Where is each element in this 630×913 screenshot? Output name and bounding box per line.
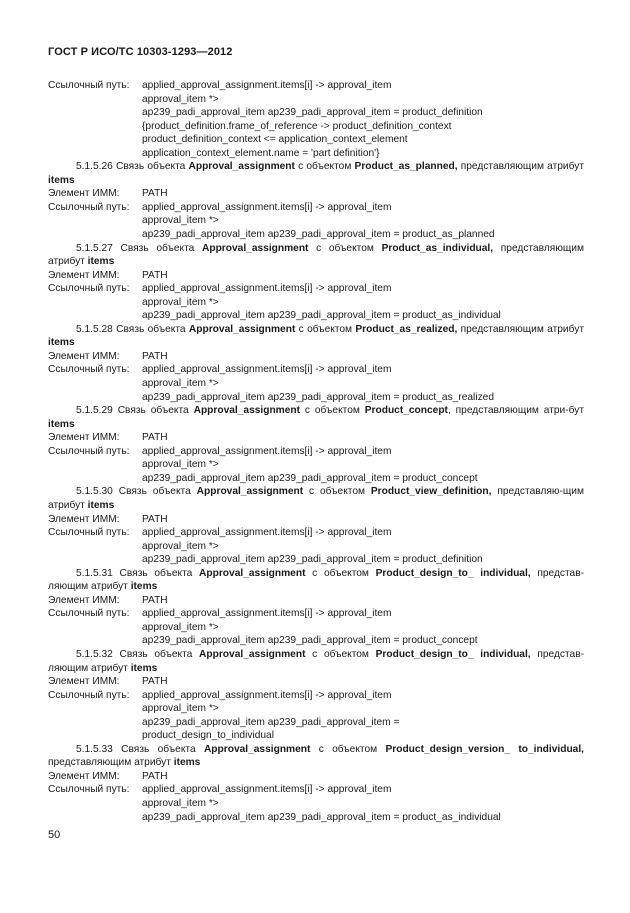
aim-element-row xyxy=(48,513,584,527)
mapping-sections xyxy=(48,160,584,824)
reference-path-line: approval_item *> xyxy=(142,296,219,308)
section-number: 5.1.5.33 xyxy=(76,743,113,755)
heading-text: с объектом xyxy=(308,242,382,254)
reference-path-line: approval_item *> xyxy=(142,621,219,633)
reference-path-line: product_design_to_individual xyxy=(142,730,274,742)
section-number: 5.1.5.27 xyxy=(76,242,113,254)
heading-text: с объектом xyxy=(294,161,355,173)
reference-path-label: Ссылочный путь: xyxy=(48,201,130,213)
reference-path-line: applied_approval_assignment.items[i] -> approval_item xyxy=(142,608,392,620)
heading-text: с объектом xyxy=(305,567,376,579)
section-heading xyxy=(48,242,584,269)
document-header: ГОСТ Р ИСО/ТС 10303-1293—2012 xyxy=(48,46,233,58)
target-entity-name: Product_design_to_ individual, xyxy=(375,648,531,660)
heading-text: представляю-щим атрибут xyxy=(48,486,584,511)
reference-path-line: approval_item *> xyxy=(142,703,219,715)
reference-path-row xyxy=(48,783,584,797)
reference-path-row xyxy=(48,79,584,93)
heading-text: Связь объекта xyxy=(112,323,189,335)
aim-element-row xyxy=(48,675,584,689)
reference-path-label: Ссылочный путь: xyxy=(48,364,130,376)
aim-element-value: PATH xyxy=(142,432,168,444)
heading-text: представляющим атрибут xyxy=(48,242,585,268)
reference-path-line: applied_approval_assignment.items[i] -> approval_item xyxy=(142,784,392,796)
document-body xyxy=(48,79,584,824)
section-number: 5.1.5.26 xyxy=(76,161,113,173)
attribute-name: items xyxy=(48,418,75,430)
heading-text: с объектом xyxy=(295,323,356,335)
heading-text: с объектом xyxy=(303,486,371,498)
heading-text: Связь объекта xyxy=(112,567,200,579)
reference-path-line: product_definition_context <= application_context_element xyxy=(142,134,408,146)
mapping-section xyxy=(48,648,584,743)
reference-path-line: approval_item *> xyxy=(142,459,219,471)
aim-element-label: Элемент ИММ: xyxy=(48,269,120,281)
aim-element-row xyxy=(48,350,584,364)
aim-element-value: PATH xyxy=(142,676,168,688)
target-entity-name: Product_design_version_ to_individual, xyxy=(385,743,585,755)
reference-path-row xyxy=(48,282,584,296)
aim-element-value: PATH xyxy=(142,513,168,525)
section-heading xyxy=(48,485,584,512)
reference-path-line: ap239_padi_approval_item ap239_padi_approval_item = product_as_planned xyxy=(142,229,495,241)
reference-path-label: Ссылочный путь: xyxy=(48,80,130,91)
aim-element-row xyxy=(48,594,584,608)
aim-element-label: Элемент ИММ: xyxy=(48,594,120,606)
heading-text: представляющим атрибут xyxy=(48,757,174,769)
reference-path-row xyxy=(48,363,584,377)
heading-text: Связь объекта xyxy=(112,648,200,660)
reference-path-line: applied_approval_assignment.items[i] -> approval_item xyxy=(142,689,392,701)
attribute-name: items xyxy=(130,662,158,674)
section-heading xyxy=(48,323,584,350)
reference-path-line: ap239_padi_approval_item ap239_padi_approval_item = product_concept xyxy=(142,472,478,484)
heading-text: Связь объекта xyxy=(112,743,204,755)
target-entity-name: Product_concept xyxy=(364,405,448,417)
reference-path-line: applied_approval_assignment.items[i] -> approval_item xyxy=(142,445,392,457)
aim-element-value: PATH xyxy=(142,269,168,281)
heading-text: Связь объекта xyxy=(112,405,194,417)
reference-path-row xyxy=(48,526,584,540)
section-heading xyxy=(48,743,584,770)
reference-path-row xyxy=(48,689,584,703)
entity-name: Approval_assignment xyxy=(202,242,309,254)
entity-name: Approval_assignment xyxy=(203,743,311,755)
reference-path-label: Ссылочный путь: xyxy=(48,689,130,701)
section-heading xyxy=(48,160,584,187)
reference-path-label: Ссылочный путь: xyxy=(48,608,130,620)
target-entity-name: Product_as_planned, xyxy=(354,161,458,173)
reference-path-line: ap239_padi_approval_item ap239_padi_approval_item = product_definition xyxy=(142,554,483,566)
attribute-name: items xyxy=(130,581,158,593)
heading-text: представ-ляющим атрибут xyxy=(48,567,584,593)
attribute-name: items xyxy=(173,757,201,769)
reference-path-line: approval_item *> xyxy=(142,93,219,105)
reference-path-line: {product_definition.frame_of_reference -> product_definition_context xyxy=(142,120,452,132)
entity-name: Approval_assignment xyxy=(199,567,306,579)
reference-path-line: ap239_padi_approval_item ap239_padi_approval_item = product_concept xyxy=(142,635,478,647)
aim-element-label: Элемент ИММ: xyxy=(48,432,120,444)
reference-path-label: Ссылочный путь: xyxy=(48,527,130,539)
entity-name: Approval_assignment xyxy=(199,648,306,660)
mapping-section xyxy=(48,404,584,485)
aim-element-label: Элемент ИММ: xyxy=(48,513,120,525)
reference-path-line: approval_item *> xyxy=(142,540,219,552)
reference-path-row xyxy=(48,445,584,459)
reference-path-line: application_context_element.name = 'part definition'} xyxy=(142,147,380,159)
heading-text: Связь объекта xyxy=(112,486,197,498)
mapping-section xyxy=(48,743,584,824)
target-entity-name: Product_view_definition, xyxy=(370,486,492,498)
section-number: 5.1.5.30 xyxy=(76,486,113,498)
reference-path-row xyxy=(48,607,584,621)
mapping-section xyxy=(48,567,584,648)
target-entity-name: Product_design_to_ individual, xyxy=(375,567,531,579)
intro-reference-path xyxy=(48,79,584,160)
aim-element-label: Элемент ИММ: xyxy=(48,188,120,200)
aim-element-label: Элемент ИММ: xyxy=(48,770,120,782)
heading-text: Связь объекта xyxy=(112,161,189,173)
section-number: 5.1.5.31 xyxy=(76,567,113,579)
target-entity-name: Product_as_realized, xyxy=(355,323,458,335)
heading-text: с объектом xyxy=(305,648,376,660)
reference-path-line: applied_approval_assignment.items[i] -> approval_item xyxy=(142,80,392,91)
reference-path-label: Ссылочный путь: xyxy=(48,445,130,457)
aim-element-label: Элемент ИММ: xyxy=(48,350,120,362)
mapping-section xyxy=(48,323,584,404)
entity-name: Approval_assignment xyxy=(196,486,304,498)
section-number: 5.1.5.29 xyxy=(76,405,113,417)
reference-path-line: ap239_padi_approval_item ap239_padi_approval_item = product_as_individual xyxy=(142,811,501,823)
reference-path-line: applied_approval_assignment.items[i] -> approval_item xyxy=(142,283,392,295)
reference-path-label: Ссылочный путь: xyxy=(48,784,130,796)
aim-element-value: PATH xyxy=(142,188,168,200)
aim-element-label: Элемент ИММ: xyxy=(48,676,120,688)
aim-element-row xyxy=(48,431,584,445)
reference-path-line: ap239_padi_approval_item ap239_padi_approval_item = product_as_realized xyxy=(142,391,495,403)
reference-path-line: applied_approval_assignment.items[i] -> approval_item xyxy=(142,527,392,539)
reference-path-row xyxy=(48,201,584,215)
reference-path-line: applied_approval_assignment.items[i] -> approval_item xyxy=(142,364,392,376)
aim-element-value: PATH xyxy=(142,770,168,782)
section-heading xyxy=(48,567,584,594)
heading-text: Связь объекта xyxy=(112,242,202,254)
reference-path-line: ap239_padi_approval_item ap239_padi_approval_item = xyxy=(142,716,400,728)
aim-element-row xyxy=(48,770,584,784)
heading-text: с объектом xyxy=(310,743,386,755)
attribute-name: items xyxy=(87,499,115,511)
entity-name: Approval_assignment xyxy=(188,161,295,173)
reference-path-label: Ссылочный путь: xyxy=(48,283,130,295)
mapping-section xyxy=(48,485,584,566)
section-heading xyxy=(48,404,584,431)
target-entity-name: Product_as_individual, xyxy=(381,242,494,254)
mapping-section xyxy=(48,242,584,323)
heading-text: , представляющим атри-бут xyxy=(447,405,584,417)
heading-text: с объектом xyxy=(300,405,365,417)
reference-path-line: ap239_padi_approval_item ap239_padi_approval_item = product_as_individual xyxy=(142,310,501,322)
section-number: 5.1.5.28 xyxy=(76,323,113,335)
attribute-name: items xyxy=(87,256,115,268)
reference-path-line: approval_item *> xyxy=(142,215,219,227)
reference-path-line: approval_item *> xyxy=(142,797,219,809)
section-heading xyxy=(48,648,584,675)
heading-text: представляющим атрибут xyxy=(457,323,584,335)
aim-element-value: PATH xyxy=(142,350,168,362)
aim-element-row xyxy=(48,187,584,201)
mapping-section xyxy=(48,160,584,241)
heading-text: представляющим атрибут xyxy=(457,161,584,173)
entity-name: Approval_assignment xyxy=(193,405,301,417)
page-number: 50 xyxy=(48,829,61,841)
aim-element-row xyxy=(48,269,584,283)
heading-text: представ-ляющим атрибут xyxy=(48,648,584,674)
attribute-name: items xyxy=(48,174,75,186)
reference-path-line: ap239_padi_approval_item ap239_padi_approval_item = product_definition xyxy=(142,107,483,119)
section-number: 5.1.5.32 xyxy=(76,648,113,660)
reference-path-line: approval_item *> xyxy=(142,378,219,390)
attribute-name: items xyxy=(48,337,75,349)
reference-path-line: applied_approval_assignment.items[i] -> approval_item xyxy=(142,201,392,213)
aim-element-value: PATH xyxy=(142,594,168,606)
entity-name: Approval_assignment xyxy=(188,323,296,335)
